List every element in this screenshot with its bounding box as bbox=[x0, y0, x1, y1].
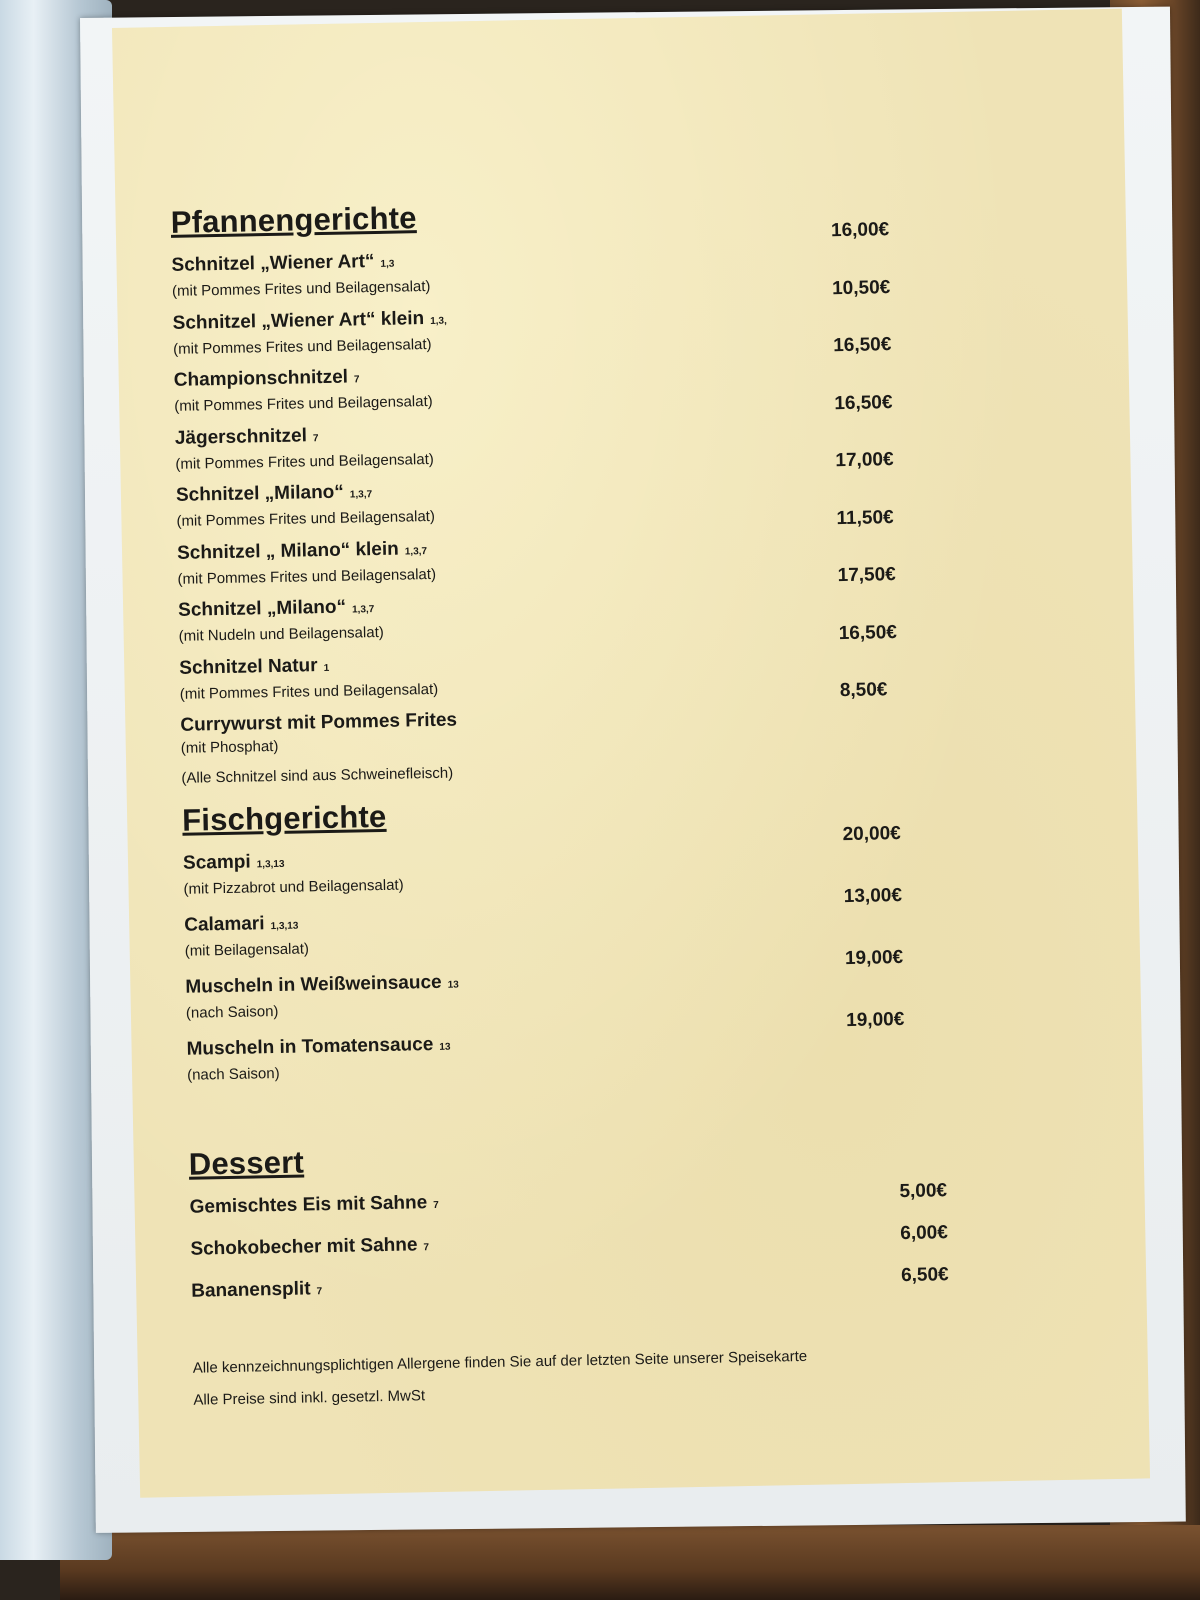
item-price: 5,00€ bbox=[899, 1179, 948, 1202]
item-description: (mit Nudeln und Beilagensalat) bbox=[178, 623, 384, 645]
item-price: 16,00€ bbox=[830, 219, 890, 242]
item-price: 11,50€ bbox=[836, 506, 894, 529]
item-name: Schnitzel Natur bbox=[179, 654, 318, 679]
item-name: Schokobecher mit Sahne bbox=[190, 1233, 418, 1260]
section-pfannengerichte bbox=[170, 188, 1081, 789]
item-allergens: 7 bbox=[316, 1285, 323, 1297]
item-allergens: 7 bbox=[312, 432, 319, 444]
item-allergens: 1,3,7 bbox=[404, 545, 428, 557]
item-price: 17,50€ bbox=[837, 564, 896, 587]
menu-content bbox=[170, 188, 1093, 1423]
item-name: Jägerschnitzel bbox=[174, 424, 308, 449]
item-allergens: 1 bbox=[323, 662, 330, 674]
section-dessert bbox=[188, 1129, 1091, 1320]
allergen-note: Alle kennzeichnungsplichtigen Allergene finden Sie auf der letzten Seite unserer Speisekarte bbox=[192, 1347, 808, 1377]
item-allergens: 7 bbox=[423, 1241, 430, 1253]
item-name: Schnitzel „Milano“ bbox=[175, 481, 345, 506]
item-description: (mit Beilagensalat) bbox=[184, 939, 310, 960]
item-allergens: 1,3,7 bbox=[349, 489, 373, 501]
item-name: Schnitzel „Milano“ bbox=[177, 596, 347, 621]
item-description: (mit Pommes Frites und Beilagensalat) bbox=[177, 565, 437, 588]
menu-page bbox=[112, 9, 1150, 1498]
item-price: 17,00€ bbox=[835, 449, 894, 472]
item-allergens: 1,3,13 bbox=[256, 858, 285, 870]
item-allergens: 1,3,7 bbox=[351, 604, 375, 616]
item-price: 6,00€ bbox=[900, 1221, 949, 1244]
section-title: Dessert bbox=[188, 1144, 305, 1182]
item-name: Championschnitzel bbox=[173, 366, 349, 391]
item-description: (nach Saison) bbox=[186, 1064, 280, 1084]
item-allergens: 7 bbox=[353, 374, 360, 386]
item-allergens: 1,3,13 bbox=[270, 920, 299, 932]
section-title: Pfannengerichte bbox=[170, 200, 417, 240]
item-name: Muscheln in Weißweinsauce bbox=[185, 971, 442, 998]
item-allergens: 1,3, bbox=[430, 315, 447, 327]
item-name: Schnitzel „ Milano“ klein bbox=[176, 538, 399, 564]
item-price: 8,50€ bbox=[839, 679, 888, 702]
item-name: Schnitzel „Wiener Art“ klein bbox=[172, 307, 425, 334]
item-price: 16,50€ bbox=[834, 391, 893, 414]
item-price: 10,50€ bbox=[831, 276, 891, 299]
section-note: (Alle Schnitzel sind aus Schweinefleisch) bbox=[181, 764, 454, 787]
item-price: 16,50€ bbox=[833, 334, 892, 357]
item-description: (mit Pizzabrot und Beilagensalat) bbox=[183, 876, 404, 898]
item-allergens: 13 bbox=[439, 1041, 451, 1053]
section-fischgerichte bbox=[182, 785, 1088, 1098]
item-name: Scampi bbox=[182, 850, 251, 874]
item-name: Calamari bbox=[184, 912, 265, 936]
item-name: Gemischtes Eis mit Sahne bbox=[189, 1191, 428, 1218]
item-price: 16,50€ bbox=[838, 621, 898, 644]
item-allergens: 1,3 bbox=[380, 258, 395, 270]
item-description: (nach Saison) bbox=[185, 1002, 279, 1022]
item-price: 20,00€ bbox=[842, 822, 901, 845]
item-price: 13,00€ bbox=[843, 884, 903, 907]
tax-note: Alle Preise sind inkl. gesetzl. MwSt bbox=[193, 1386, 426, 1409]
item-description: (mit Pommes Frites und Beilagensalat) bbox=[179, 680, 439, 703]
item-description: (mit Pommes Frites und Beilagensalat) bbox=[176, 507, 436, 530]
item-description: (mit Pommes Frites und Beilagensalat) bbox=[175, 450, 434, 473]
item-name-line bbox=[189, 1177, 1089, 1223]
item-description: (mit Pommes Frites und Beilagensalat) bbox=[173, 335, 432, 358]
section-title: Fischgerichte bbox=[181, 798, 387, 838]
item-allergens: 7 bbox=[433, 1199, 439, 1211]
item-price: 19,00€ bbox=[845, 1008, 905, 1031]
menu-footer bbox=[193, 1341, 1094, 1410]
item-name: Currywurst mit Pommes Frites bbox=[180, 709, 458, 736]
item-name: Bananensplit bbox=[191, 1277, 311, 1302]
item-allergens: 13 bbox=[447, 979, 459, 991]
item-name: Muscheln in Tomatensauce bbox=[186, 1033, 434, 1060]
item-description: (mit Phosphat) bbox=[180, 737, 279, 757]
item-description: (mit Pommes Frites und Beilagensalat) bbox=[171, 277, 431, 300]
item-price: 19,00€ bbox=[844, 946, 904, 969]
item-description: (mit Pommes Frites und Beilagensalat) bbox=[174, 392, 433, 415]
item-price: 6,50€ bbox=[900, 1263, 949, 1286]
menu-cover-bottom bbox=[60, 1525, 1200, 1600]
item-name: Schnitzel „Wiener Art“ bbox=[171, 251, 375, 276]
